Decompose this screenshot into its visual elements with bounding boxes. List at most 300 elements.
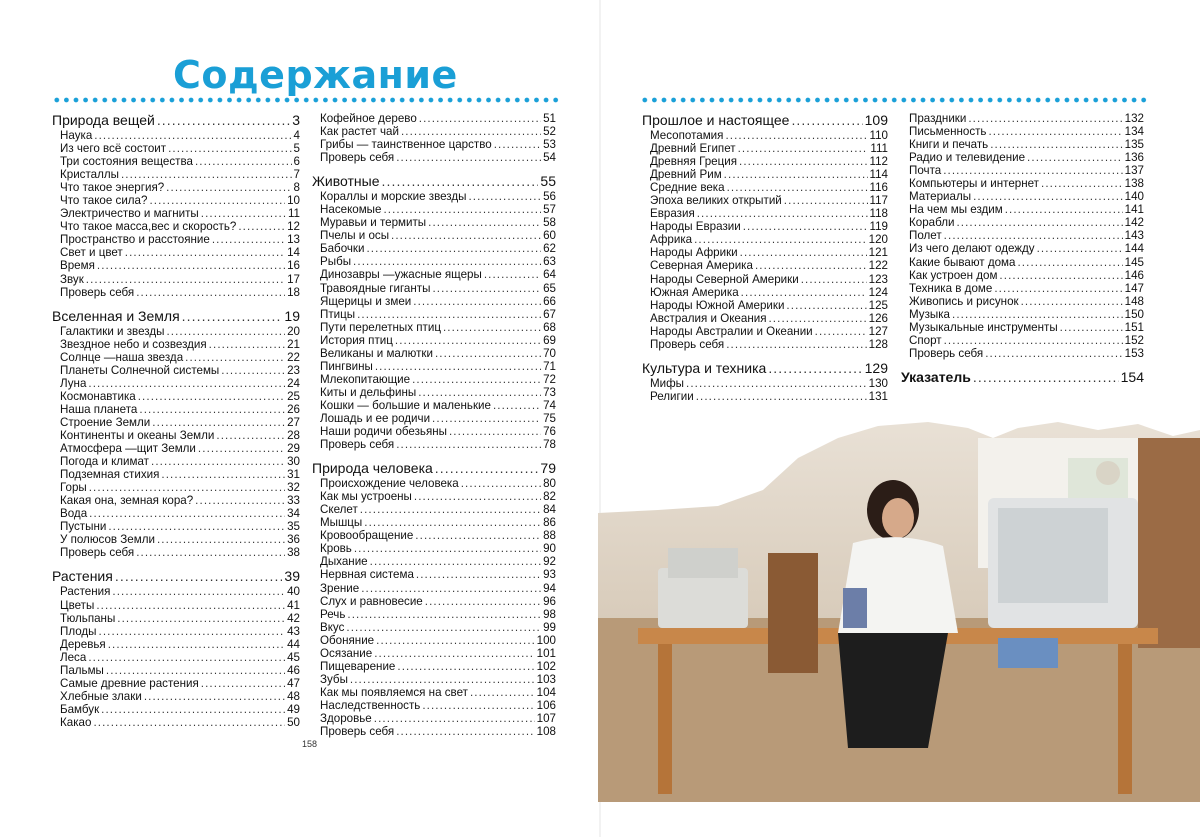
toc-page-number: 145	[1124, 255, 1144, 269]
toc-entry	[312, 686, 556, 699]
toc-entry	[901, 347, 1144, 360]
toc-entry-title: История птиц	[320, 333, 393, 347]
toc-page-number: 74	[543, 398, 556, 412]
toc-page-number: 20	[287, 324, 300, 338]
dot-leader	[117, 612, 285, 625]
toc-entry-title: Спорт	[909, 333, 942, 347]
toc-entry	[52, 390, 300, 403]
dot-leader	[435, 347, 541, 360]
toc-entry-title: Обоняние	[320, 633, 375, 647]
dot-leader	[139, 403, 285, 416]
toc-entry-title: Бабочки	[320, 242, 365, 256]
toc-entry-title: Происхождение человека	[320, 477, 459, 491]
dot-leader	[138, 390, 285, 403]
dot-leader	[435, 460, 539, 477]
dot-leader	[999, 269, 1122, 282]
toc-entry-title: Какая она, земная кора?	[60, 494, 194, 508]
toc-entry-title: Техника в доме	[909, 281, 993, 295]
dot-leader	[443, 321, 541, 334]
toc-entry-title: Проверь себя	[60, 285, 135, 299]
dot-leader	[415, 529, 541, 542]
dot-leader	[93, 716, 285, 729]
toc-entry-title: Звук	[60, 272, 84, 286]
toc-page-number: 108	[536, 725, 556, 739]
toc-entry	[901, 334, 1144, 347]
dot-leader	[353, 255, 541, 268]
toc-entry-title: Средние века	[650, 181, 725, 195]
dot-leader	[166, 325, 285, 338]
toc-entry-title: Пищеварение	[320, 659, 396, 673]
toc-entry	[901, 203, 1144, 216]
toc-entry	[52, 429, 300, 442]
toc-entry	[642, 259, 888, 272]
dot-leader	[484, 268, 541, 281]
toc-entry-title: Звездное небо и созвездия	[60, 337, 207, 351]
dot-leader	[212, 233, 285, 246]
toc-page-number: 46	[287, 663, 300, 677]
toc-page-number: 67	[543, 307, 556, 321]
dot-leader	[418, 386, 541, 399]
dot-leader	[374, 712, 535, 725]
toc-entry	[642, 325, 888, 338]
toc-entry	[312, 673, 556, 686]
dot-leader	[944, 229, 1123, 242]
toc-entry-title: Погода и климат	[60, 455, 149, 469]
toc-entry-title: Почта	[909, 164, 942, 178]
toc-page-number: 134	[1124, 125, 1144, 139]
toc-entry-title: У полюсов Земли	[60, 533, 155, 547]
toc-entry	[312, 621, 556, 634]
toc-entry-title: Здоровье	[320, 711, 372, 725]
toc-page-number: 106	[536, 698, 556, 712]
dot-leader	[144, 690, 285, 703]
toc-entry	[52, 664, 300, 677]
toc-page-number: 4	[293, 129, 300, 142]
toc-entry-title: Киты и дельфины	[320, 385, 417, 399]
toc-entry-title: Тюльпаны	[60, 611, 116, 625]
toc-page-number: 44	[287, 637, 300, 651]
toc-entry	[52, 129, 300, 142]
toc-page-number: 34	[287, 507, 300, 521]
toc-page-number: 137	[1124, 164, 1144, 178]
toc-entry-title: Вода	[60, 507, 88, 521]
toc-section-heading	[312, 173, 556, 190]
toc-page-number: 31	[287, 468, 300, 482]
toc-section-heading	[52, 112, 300, 129]
dot-leader	[366, 242, 541, 255]
toc-page-number: 114	[869, 168, 888, 182]
dot-leader	[96, 599, 285, 612]
toc-entry-title: Праздники	[909, 112, 967, 125]
toc-page-number: 129	[864, 359, 888, 376]
toc-entry	[642, 273, 888, 286]
toc-entry-title: Плоды	[60, 624, 97, 638]
toc-entry	[901, 112, 1144, 125]
toc-entry-title: Свет и цвет	[60, 246, 123, 260]
toc-entry-title: Три состояния вещества	[60, 155, 193, 169]
toc-entry-title: Растения	[52, 568, 113, 585]
dot-leader	[121, 168, 292, 181]
toc-section-heading	[901, 369, 1144, 386]
dot-leader	[815, 325, 867, 338]
toc-page-number: 122	[868, 259, 888, 273]
toc-page-number: 3	[292, 112, 300, 128]
toc-page-number: 14	[287, 246, 300, 260]
toc-entry	[901, 295, 1144, 308]
toc-page-number: 66	[543, 294, 556, 308]
toc-column-2	[312, 112, 556, 738]
toc-page-number: 116	[869, 181, 888, 195]
toc-entry-title: Наши родичи обезьяны	[320, 425, 447, 439]
toc-entry-title: Материалы	[909, 190, 972, 204]
toc-entry	[52, 181, 300, 194]
toc-section-heading	[52, 308, 300, 325]
toc-entry-title: Прошлое и настоящее	[642, 112, 790, 128]
toc-entry	[52, 651, 300, 664]
toc-entry	[312, 542, 556, 555]
toc-entry-title: Строение Земли	[60, 415, 151, 429]
toc-entry-title: Деревья	[60, 637, 106, 651]
toc-page-number: 107	[536, 711, 556, 725]
dot-leader	[1027, 151, 1123, 164]
toc-entry	[312, 555, 556, 568]
toc-entry-title: Народы Африки	[650, 246, 738, 260]
toc-page-number: 148	[1124, 294, 1144, 308]
dot-leader	[97, 259, 285, 272]
toc-entry	[312, 634, 556, 647]
toc-entry	[312, 282, 556, 295]
toc-page-number: 65	[543, 281, 556, 295]
toc-page-number: 135	[1124, 138, 1144, 152]
dot-leader	[125, 246, 285, 259]
toc-entry	[642, 377, 888, 390]
toc-page-number: 151	[1124, 320, 1144, 334]
dot-leader	[216, 429, 285, 442]
toc-page-number: 50	[287, 715, 300, 729]
toc-page-number: 99	[543, 620, 556, 634]
toc-column-4	[901, 112, 1144, 386]
dot-leader	[396, 725, 534, 738]
toc-page-number: 79	[540, 460, 556, 477]
toc-entry-title: Австралия и Океания	[650, 311, 767, 325]
toc-entry	[642, 168, 888, 181]
toc-page-number: 69	[543, 333, 556, 347]
toc-page-number: 84	[543, 503, 556, 517]
dot-leader	[743, 220, 868, 233]
toc-entry-title: Указатель	[901, 368, 971, 385]
dot-leader	[115, 568, 283, 585]
toc-entry	[52, 351, 300, 364]
toc-entry-title: Континенты и океаны Земли	[60, 428, 215, 442]
toc-page-number: 42	[287, 611, 300, 625]
toc-page-number: 150	[1124, 307, 1144, 321]
toc-section-heading	[642, 360, 888, 377]
toc-entry-title: Вселенная и Земля	[52, 307, 180, 324]
toc-entry-title: Мышцы	[320, 516, 363, 530]
toc-page-number: 102	[536, 659, 556, 673]
toc-page-number: 136	[1124, 151, 1144, 165]
toc-entry-title: Полет	[909, 229, 942, 243]
dot-leader	[494, 138, 541, 151]
toc-entry	[52, 168, 300, 181]
toc-page-number: 25	[287, 389, 300, 403]
toc-entry	[642, 286, 888, 299]
toc-entry-title: Народы Северной Америки	[650, 272, 799, 286]
toc-entry	[52, 142, 300, 155]
toc-page-number: 73	[543, 385, 556, 399]
toc-entry-title: Наша планета	[60, 402, 138, 416]
dot-leader	[88, 651, 285, 664]
toc-column-1	[52, 112, 300, 729]
dot-leader	[726, 338, 866, 351]
toc-page-number: 124	[868, 285, 888, 299]
toc-page-number: 24	[287, 376, 300, 390]
toc-page-number: 68	[543, 320, 556, 334]
dot-leader	[786, 299, 866, 312]
toc-entry-title: Проверь себя	[650, 337, 725, 351]
dot-leader	[801, 273, 867, 286]
dot-leader	[94, 129, 291, 142]
toc-entry-title: Северная Америка	[650, 259, 753, 273]
dot-leader	[357, 308, 541, 321]
dot-leader	[990, 138, 1122, 151]
toc-entry	[312, 216, 556, 229]
toc-entry-title: Как мы устроены	[320, 490, 412, 504]
dot-leader	[1005, 203, 1123, 216]
toc-page-number: 36	[287, 533, 300, 547]
toc-entry	[901, 164, 1144, 177]
dot-leader	[395, 334, 541, 347]
dot-leader	[374, 647, 534, 660]
toc-entry	[312, 477, 556, 490]
toc-page-number: 109	[864, 112, 888, 128]
toc-entry-title: Как устроен дом	[909, 268, 998, 282]
toc-entry-title: Ящерицы и змеи	[320, 294, 412, 308]
toc-entry-title: Подземная стихия	[60, 468, 160, 482]
toc-entry	[901, 321, 1144, 334]
dot-leader	[354, 542, 541, 555]
toc-page-number: 92	[543, 555, 556, 569]
toc-entry	[52, 259, 300, 272]
dot-leader	[432, 282, 541, 295]
toc-entry	[312, 595, 556, 608]
toc-entry	[52, 325, 300, 338]
dot-leader	[198, 442, 285, 455]
toc-entry-title: Компьютеры и интернет	[909, 177, 1039, 191]
toc-entry-title: Древний Рим	[650, 168, 722, 182]
toc-entry-title: Хлебные злаки	[60, 689, 142, 703]
toc-entry-title: Скелет	[320, 503, 358, 517]
toc-entry	[52, 690, 300, 703]
toc-entry	[312, 373, 556, 386]
toc-entry-title: Великаны и малютки	[320, 346, 433, 360]
dot-leader	[697, 207, 868, 220]
toc-page-number: 29	[287, 442, 300, 456]
dot-leader	[157, 112, 290, 129]
dot-leader	[136, 286, 285, 299]
toc-page-number: 128	[868, 337, 888, 351]
toc-entry	[901, 216, 1144, 229]
dot-leader	[195, 155, 292, 168]
toc-entry	[642, 142, 888, 155]
toc-page-number: 121	[868, 246, 888, 260]
toc-entry	[52, 599, 300, 612]
toc-entry-title: Проверь себя	[320, 438, 395, 452]
toc-entry	[642, 194, 888, 207]
dot-leader	[376, 634, 535, 647]
toc-entry-title: Культура и техника	[642, 359, 767, 376]
dot-leader	[784, 194, 868, 207]
dot-leader	[166, 181, 291, 194]
toc-entry	[52, 481, 300, 494]
toc-page-number: 152	[1124, 333, 1144, 347]
toc-entry	[52, 194, 300, 207]
toc-page-number: 38	[287, 546, 300, 560]
toc-page-number: 140	[1124, 190, 1144, 204]
toc-page-number: 100	[536, 633, 556, 647]
toc-entry-title: Природа вещей	[52, 112, 155, 128]
toc-entry-title: Народы Южной Америки	[650, 298, 785, 312]
toc-entry	[312, 151, 556, 164]
toc-page-number: 127	[868, 324, 888, 338]
toc-entry-title: Из чего всё состоит	[60, 142, 167, 156]
toc-entry-title: Музыкальные инструменты	[909, 320, 1058, 334]
toc-entry-title: Письменность	[909, 125, 987, 139]
toc-entry-title: Электричество и магниты	[60, 207, 199, 221]
dotted-rule-right	[640, 97, 1148, 103]
toc-entry	[312, 568, 556, 581]
toc-entry	[52, 703, 300, 716]
toc-entry-title: Цветы	[60, 598, 95, 612]
toc-entry	[312, 490, 556, 503]
dot-leader	[944, 334, 1123, 347]
toc-page-number: 7	[293, 168, 300, 182]
toc-entry-title: Проверь себя	[320, 725, 395, 739]
toc-page-number: 19	[284, 307, 300, 324]
dot-leader	[136, 546, 285, 559]
toc-page-number: 26	[287, 402, 300, 416]
toc-entry-title: Космонавтика	[60, 389, 136, 403]
dot-leader	[1041, 177, 1123, 190]
toc-entry-title: Мифы	[650, 376, 685, 390]
toc-page-number: 144	[1124, 242, 1144, 256]
toc-page-number: 70	[543, 346, 556, 360]
dot-leader	[416, 568, 541, 581]
toc-page-number: 47	[287, 676, 300, 690]
toc-entry-title: Грибы — таинственное царство	[320, 138, 492, 152]
toc-page-number: 48	[287, 689, 300, 703]
toc-page-number: 57	[543, 203, 556, 217]
toc-entry-title: Осязание	[320, 646, 373, 660]
dot-leader	[1017, 256, 1122, 269]
toc-page-number: 78	[543, 438, 556, 452]
toc-entry	[642, 207, 888, 220]
toc-entry-title: Животные	[312, 173, 380, 190]
toc-page-number: 141	[1124, 203, 1144, 217]
toc-entry	[52, 677, 300, 690]
toc-page-number: 63	[543, 255, 556, 269]
toc-page-number: 143	[1124, 229, 1144, 243]
dot-leader	[152, 416, 285, 429]
toc-entry	[901, 151, 1144, 164]
toc-entry	[312, 229, 556, 242]
toc-entry	[642, 246, 888, 259]
toc-entry	[52, 585, 300, 598]
toc-page-number: 32	[287, 481, 300, 495]
toc-page-number: 71	[543, 359, 556, 373]
toc-page-number: 88	[543, 529, 556, 543]
dot-leader	[401, 125, 541, 138]
dot-leader	[956, 216, 1122, 229]
dot-leader	[346, 621, 541, 634]
toc-entry	[642, 312, 888, 325]
toc-entry-title: Пингвины	[320, 359, 373, 373]
toc-entry-title: Книги и печать	[909, 138, 989, 152]
dot-leader	[985, 347, 1122, 360]
toc-page-number: 30	[287, 455, 300, 469]
toc-entry	[52, 233, 300, 246]
toc-page-number: 8	[293, 181, 300, 195]
toc-entry-title: Птицы	[320, 307, 356, 321]
toc-entry	[312, 347, 556, 360]
toc-page-number: 153	[1124, 346, 1144, 360]
toc-entry	[312, 516, 556, 529]
toc-entry-title: Кровообращение	[320, 529, 414, 543]
toc-page-number: 60	[543, 229, 556, 243]
toc-entry	[642, 233, 888, 246]
dot-leader	[89, 507, 285, 520]
toc-page-number: 110	[869, 129, 888, 142]
dot-leader	[1060, 321, 1123, 334]
toc-entry-title: Народы Австралии и Океании	[650, 324, 813, 338]
toc-column-3	[642, 112, 888, 403]
toc-entry-title: Зубы	[320, 672, 348, 686]
toc-entry-title: Солнце —наша звезда	[60, 350, 184, 364]
toc-page-number: 101	[536, 646, 556, 660]
toc-entry	[901, 125, 1144, 138]
toc-entry	[312, 125, 556, 138]
toc-entry	[312, 529, 556, 542]
toc-page-number: 86	[543, 516, 556, 530]
toc-entry-title: Кораллы и морские звезды	[320, 190, 467, 204]
dot-leader	[468, 190, 541, 203]
office-photo	[598, 418, 1200, 802]
toc-entry	[312, 242, 556, 255]
toc-entry	[52, 612, 300, 625]
dot-leader	[419, 112, 541, 125]
dot-leader	[383, 203, 541, 216]
toc-entry-title: Месопотамия	[650, 129, 724, 142]
toc-entry-title: Евразия	[650, 207, 695, 221]
toc-entry-title: Леса	[60, 650, 87, 664]
toc-page-number: 35	[287, 520, 300, 534]
toc-page-number: 103	[536, 672, 556, 686]
toc-entry-title: Пчелы и осы	[320, 229, 390, 243]
dot-leader	[968, 112, 1122, 125]
toc-entry	[901, 177, 1144, 190]
toc-entry-title: Что такое энергия?	[60, 181, 165, 195]
toc-entry-title: Древняя Греция	[650, 155, 738, 169]
toc-entry	[312, 582, 556, 595]
toc-entry-title: Атмосфера —щит Земли	[60, 442, 196, 456]
toc-entry	[312, 503, 556, 516]
dot-leader	[791, 112, 862, 129]
toc-entry	[312, 308, 556, 321]
toc-entry-title: Речь	[320, 607, 346, 621]
toc-entry-title: Проверь себя	[60, 546, 135, 560]
dot-leader	[101, 703, 285, 716]
toc-page-number: 104	[536, 685, 556, 699]
